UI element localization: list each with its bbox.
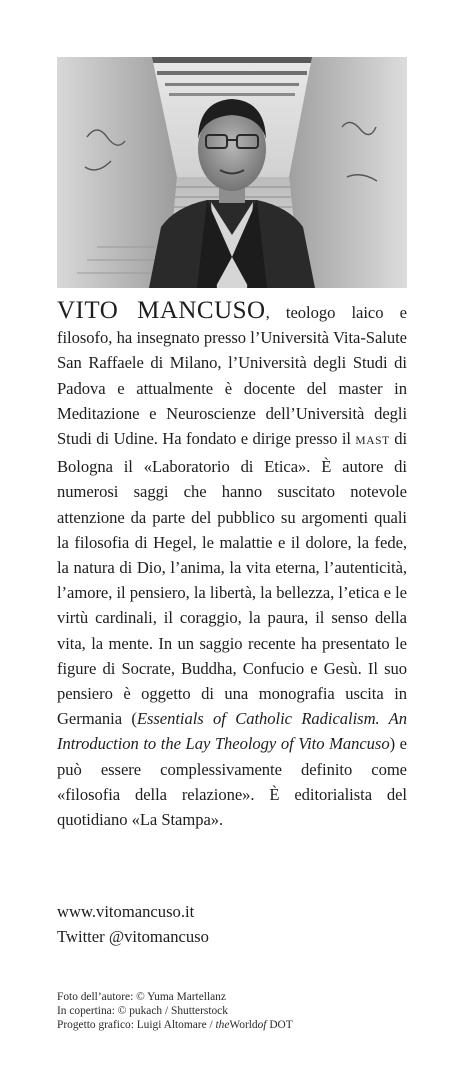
cover-credit: In copertina: © pukach / Shutterstock [57,1004,228,1017]
bio-outro: ) e può essere complessivamente definito come «filosofia della relazione». È editorialista del quotidiano «La Stampa». [57,734,407,830]
author-bio [57,298,407,832]
design-credit-the: the [215,1018,230,1031]
bio-intro: , teologo laico e filosofo, ha insegnato presso l’Università Vita-Salute San Raffaele di Milano, l’Università degli Studi di Padova e attualmente è docente del master in Meditazione e Neuroscienze dell’Università degli Studi di Udine. Ha fondato e dirige presso il [57,303,407,449]
author-photo [57,57,407,288]
credits-block [57,991,417,1032]
design-credit-dot: DOT [266,1018,293,1031]
author-photo-illustration [57,57,407,288]
author-name: VITO MANCUSO [57,297,266,324]
bio-middle: di Bologna il «Laboratorio di Etica». È autore di numerosi saggi che hanno suscitato notevole attenzione da parte del pubblico su argomenti quali la filosofia di Hegel, le malattie e il dolore, la fede, la natura di Dio, l’anima, la vita eterna, l’autenticità, l’amore, il pensiero, la libertà, la bellezza, l’etica e le virtù cardinali, il coraggio, la paura, il senso della vita, la mente. In un saggio recente ha presentato le figure di Socrate, Buddha, Confucio e Gesù. Il suo pensiero è oggetto di una monografia uscita in Germania ( [57,429,408,729]
mast-smallcaps: MAST [355,435,390,448]
design-credit [57,1019,417,1033]
design-credit-prefix: Progetto grafico: Luigi Altomare / [57,1018,216,1031]
website-link[interactable]: www.vitomancuso.it [57,902,195,921]
twitter-handle[interactable]: Twitter @vitomancuso [57,927,209,947]
author-links [57,899,407,949]
photo-credit: Foto dell’autore: © Yuma Martellanz [57,991,226,1003]
design-credit-world: World [229,1018,258,1031]
book-title: Essentials of Catholic Radicalism. An Introduction to the Lay Theology of Vito Mancuso [57,709,407,754]
design-credit-of: of [257,1018,267,1031]
